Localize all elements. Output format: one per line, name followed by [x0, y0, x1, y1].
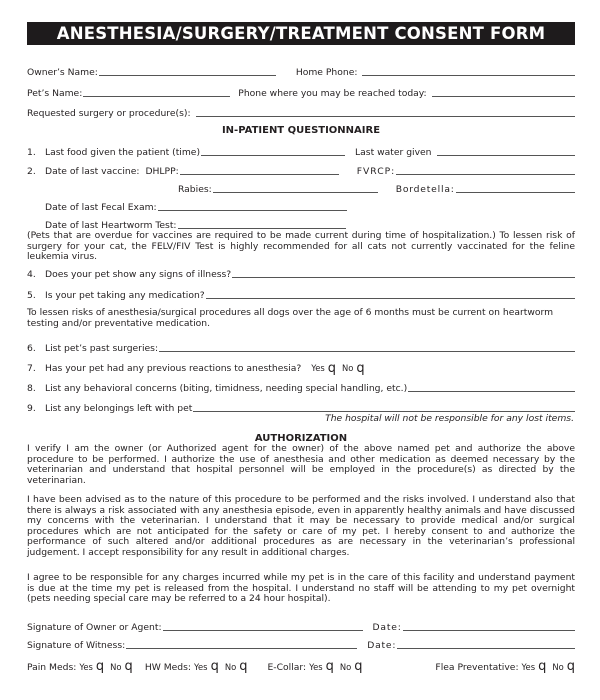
dhlpp-label: DHLPP:: [145, 166, 179, 177]
owner-signature-field[interactable]: [163, 630, 363, 631]
q2-row: [27, 165, 575, 177]
illness-field[interactable]: [232, 277, 575, 278]
q1-row: [27, 146, 575, 158]
fvrcp-field[interactable]: [396, 174, 575, 175]
pain-meds-no-checkbox[interactable]: q: [124, 659, 133, 674]
vaccine-note: (Pets that are overdue for vaccines are required to be made current during time of hospitalization.) To lessen risk of surgery for your cat, the FELV/FIV Test is highly recommended for all cats not currently vaccinated for the feline leukemia virus.: [27, 230, 575, 263]
q9-number: 9.: [27, 403, 36, 414]
e-collar-yes-checkbox[interactable]: q: [325, 659, 334, 674]
owners-name-label: Owner’s Name:: [27, 67, 98, 78]
medication-field[interactable]: [206, 298, 575, 299]
witness-date-label: Date:: [367, 640, 397, 651]
phone-today-field[interactable]: [432, 96, 575, 97]
q7-row: [27, 362, 575, 374]
rabies-label: Rabies:: [178, 184, 212, 195]
owner-date-field[interactable]: [403, 630, 575, 631]
hw-meds-label: HW Meds:: [144, 662, 192, 673]
belongings-field[interactable]: [193, 411, 575, 412]
owners-name-field[interactable]: [99, 75, 276, 76]
e-collar-no-label: No: [339, 662, 352, 672]
heartworm-note: To lessen risks of anesthesia/surgical procedures all dogs over the age of 6 months must be current on heartworm testing and/or preventative medication.: [27, 307, 554, 329]
owner-name-row: [27, 66, 575, 78]
meds-checkbox-row: [27, 659, 575, 674]
q7-label: Has your pet had any previous reactions to anesthesia?: [45, 363, 302, 374]
flea-preventative-no-checkbox[interactable]: q: [566, 659, 575, 674]
pain-meds-yes-label: Yes: [79, 662, 93, 672]
witness-signature-label: Signature of Witness:: [27, 640, 126, 651]
q5-number: 5.: [27, 290, 36, 301]
q5-label: Is your pet taking any medication?: [45, 290, 205, 301]
hw-meds-no-label: No: [224, 662, 237, 672]
pet-name-row: [27, 87, 575, 99]
hw-meds-yes-label: Yes: [194, 662, 208, 672]
hw-meds-group: [144, 659, 254, 674]
q6-row: [27, 342, 575, 354]
form-title: ANESTHESIA/SURGERY/TREATMENT CONSENT FORM: [27, 22, 575, 45]
q2-number: 2.: [27, 166, 36, 177]
q4-row: [27, 268, 575, 280]
q6-label: List pet’s past surgeries:: [45, 343, 159, 354]
pain-meds-label: Pain Meds:: [27, 662, 77, 673]
requested-procedure-field[interactable]: [196, 116, 575, 117]
heartworm-field[interactable]: [178, 228, 346, 229]
past-surgeries-field[interactable]: [159, 351, 575, 352]
owner-date-label: Date:: [372, 622, 402, 633]
q4-label: Does your pet show any signs of illness?: [45, 269, 232, 280]
q8-number: 8.: [27, 383, 36, 394]
requested-procedure-label: Requested surgery or procedure(s):: [27, 108, 191, 119]
fecal-row: [27, 201, 575, 213]
fecal-label: Date of last Fecal Exam:: [45, 202, 157, 213]
hw-meds-yes-checkbox[interactable]: q: [210, 659, 219, 674]
owner-signature-label: Signature of Owner or Agent:: [27, 622, 162, 633]
q7-yes-checkbox[interactable]: q: [327, 361, 337, 376]
authorization-paragraph-1: I verify I am the owner (or Authorized agent for the owner) of the above named pet and authorize the above procedure to be performed. I authorize the use of anesthesia and other medication as deemed necessary by the veterinarian and understand that hospital personnel will be employed in the procedure(s) as directed by the veterinarian.: [27, 443, 575, 486]
rabies-field[interactable]: [213, 192, 378, 193]
procedure-row: [27, 107, 575, 119]
q8-row: [27, 382, 575, 394]
flea-preventative-group: [435, 659, 575, 674]
behavioral-concerns-field[interactable]: [408, 391, 575, 392]
witness-signature-row: [27, 639, 575, 651]
q5-row: [27, 289, 575, 301]
flea-preventative-label: Flea Preventative:: [435, 662, 519, 673]
lost-items-note: The hospital will not be responsible for any lost items.: [325, 413, 574, 424]
q1-label: Last food given the patient (time): [45, 147, 201, 158]
owner-signature-row: [27, 621, 575, 633]
fecal-field[interactable]: [158, 210, 347, 211]
pain-meds-yes-checkbox[interactable]: q: [95, 659, 105, 674]
rabies-row: [27, 183, 575, 195]
flea-preventative-yes-checkbox[interactable]: q: [538, 659, 547, 674]
q7-number: 7.: [27, 363, 36, 374]
authorization-paragraph-3: I agree to be responsible for any charges incurred while my pet is in the care of this facility and understand payment is due at the time my pet is released from the hospital. I understand no staff will be attending to my pet overnight (pets needing special care may be referred to a 24 hour hospital).: [27, 572, 575, 605]
flea-preventative-yes-label: Yes: [521, 662, 536, 672]
e-collar-label: E-Collar:: [267, 662, 307, 673]
hw-meds-no-checkbox[interactable]: q: [239, 659, 248, 674]
questionnaire-heading: IN-PATIENT QUESTIONNAIRE: [221, 125, 381, 136]
witness-date-field[interactable]: [397, 648, 575, 649]
q8-label: List any behavioral concerns (biting, timidness, needing special handling, etc.): [45, 383, 408, 394]
home-phone-field[interactable]: [362, 75, 575, 76]
witness-signature-field[interactable]: [126, 648, 357, 649]
q1-number: 1.: [27, 147, 36, 158]
dhlpp-field[interactable]: [180, 174, 339, 175]
q2-label: Date of last vaccine:: [45, 166, 140, 177]
flea-preventative-no-label: No: [552, 662, 564, 672]
pets-name-field[interactable]: [83, 96, 230, 97]
e-collar-group: [267, 659, 368, 674]
fvrcp-label: FVRCP:: [356, 166, 396, 177]
q7-yes-label: Yes: [311, 363, 325, 373]
heartworm-label: Date of last Heartworm Test:: [45, 220, 177, 231]
q4-number: 4.: [27, 269, 36, 280]
pain-meds-group: [27, 659, 139, 674]
last-water-label: Last water given: [355, 147, 432, 158]
q7-no-label: No: [342, 363, 354, 373]
q9-label: List any belongings left with pet: [45, 403, 193, 414]
bordetella-field[interactable]: [456, 192, 575, 193]
pets-name-label: Pet’s Name:: [27, 88, 83, 99]
home-phone-label: Home Phone:: [295, 67, 358, 78]
e-collar-no-checkbox[interactable]: q: [354, 659, 363, 674]
q7-no-checkbox[interactable]: q: [356, 361, 365, 376]
last-water-field[interactable]: [437, 155, 576, 156]
authorization-paragraph-2: I have been advised as to the nature of this procedure to be performed and the risks involved. I understand also that there is always a risk associated with any anesthesia episode, even in apparently healthy animals and have discussed my concerns with the veterinarian. I understand that it may be necessary to provide medical and/or surgical procedures which are not anticipated for the safety or care of my pet. I hereby consent to and authorize the performance of such altered and/or additional procedures as are necessary in the veterinarian’s professional judgement. I accept responsibility for any result in additional charges.: [27, 494, 575, 558]
last-food-field[interactable]: [201, 155, 345, 156]
e-collar-yes-label: Yes: [309, 662, 323, 672]
authorization-heading: AUTHORIZATION: [254, 433, 348, 444]
bordetella-label: Bordetella:: [395, 184, 455, 195]
q6-number: 6.: [27, 343, 36, 354]
pain-meds-no-label: No: [110, 662, 122, 672]
phone-today-label: Phone where you may be reached today:: [238, 88, 427, 99]
